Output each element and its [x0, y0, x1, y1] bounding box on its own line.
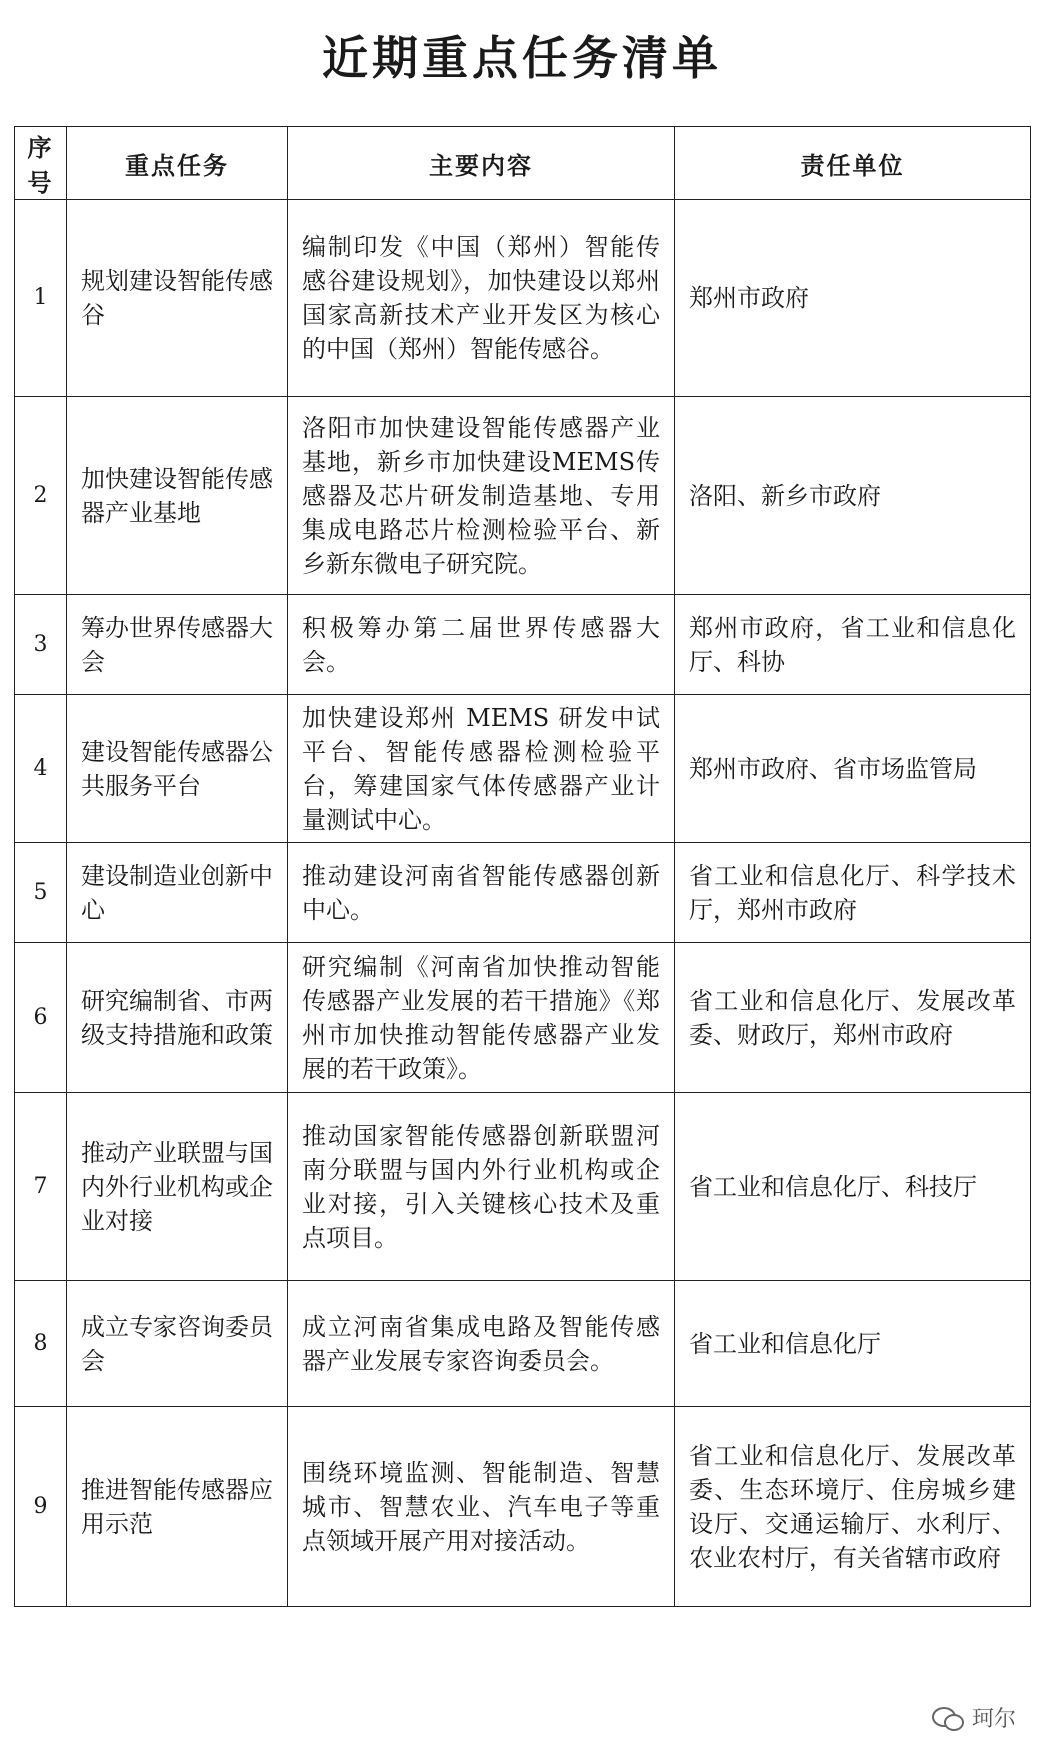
cell-task: 推动产业联盟与国内外行业机构或企业对接: [67, 1093, 288, 1281]
cell-seq: 9: [15, 1407, 67, 1607]
cell-seq: 4: [15, 695, 67, 843]
table-row: [15, 595, 1031, 695]
cell-seq: 8: [15, 1281, 67, 1407]
wechat-icon: [932, 1705, 964, 1731]
cell-seq: 2: [15, 397, 67, 595]
cell-seq: 1: [15, 200, 67, 397]
table-row: [15, 200, 1031, 397]
cell-unit: 省工业和信息化厅: [675, 1281, 1031, 1407]
cell-unit: 洛阳、新乡市政府: [675, 397, 1031, 595]
cell-unit: 郑州市政府，省工业和信息化厅、科协: [675, 595, 1031, 695]
header-content: 主要内容: [288, 127, 675, 200]
cell-seq: 3: [15, 595, 67, 695]
watermark: [932, 1702, 1016, 1733]
cell-content: 推动国家智能传感器创新联盟河南分联盟与国内外行业机构或企业对接，引入关键核心技术及重点项目。: [288, 1093, 675, 1281]
cell-task: 筹办世界传感器大会: [67, 595, 288, 695]
cell-unit: 省工业和信息化厅、发展改革委、财政厅，郑州市政府: [675, 943, 1031, 1093]
cell-unit: 郑州市政府、省市场监管局: [675, 695, 1031, 843]
cell-seq: 7: [15, 1093, 67, 1281]
cell-task: 建设制造业创新中心: [67, 843, 288, 943]
cell-content: 加快建设郑州 MEMS 研发中试平台、智能传感器检测检验平台，筹建国家气体传感器产业计量测试中心。: [288, 695, 675, 843]
cell-task: 成立专家咨询委员会: [67, 1281, 288, 1407]
table-row: [15, 943, 1031, 1093]
table-row: [15, 1407, 1031, 1607]
task-table: [14, 126, 1031, 1607]
watermark-text: 珂尔: [971, 1707, 1016, 1732]
table-row: [15, 397, 1031, 595]
cell-content: 洛阳市加快建设智能传感器产业基地，新乡市加快建设MEMS传感器及芯片研发制造基地、专用集成电路芯片检测检验平台、新乡新东微电子研究院。: [288, 397, 675, 595]
table-row: [15, 1093, 1031, 1281]
table-row: [15, 843, 1031, 943]
table-row: [15, 695, 1031, 843]
cell-task: 规划建设智能传感谷: [67, 200, 288, 397]
cell-unit: 郑州市政府: [675, 200, 1031, 397]
cell-task: 建设智能传感器公共服务平台: [67, 695, 288, 843]
cell-content: 成立河南省集成电路及智能传感器产业发展专家咨询委员会。: [288, 1281, 675, 1407]
cell-unit: 省工业和信息化厅、科学技术厅，郑州市政府: [675, 843, 1031, 943]
cell-seq: 6: [15, 943, 67, 1093]
header-task: 重点任务: [67, 127, 288, 200]
table-row: [15, 1281, 1031, 1407]
header-unit: 责任单位: [675, 127, 1031, 200]
cell-unit: 省工业和信息化厅、科技厅: [675, 1093, 1031, 1281]
cell-content: 推动建设河南省智能传感器创新中心。: [288, 843, 675, 943]
cell-content: 围绕环境监测、智能制造、智慧城市、智慧农业、汽车电子等重点领域开展产用对接活动。: [288, 1407, 675, 1607]
cell-task: 研究编制省、市两级支持措施和政策: [67, 943, 288, 1093]
cell-content: 积极筹办第二届世界传感器大会。: [288, 595, 675, 695]
table-header-row: [15, 127, 1031, 200]
page-title: 近期重点任务清单: [322, 31, 722, 85]
cell-content: 编制印发《中国（郑州）智能传感谷建设规划》，加快建设以郑州国家高新技术产业开发区为核心的中国（郑州）智能传感谷。: [288, 200, 675, 397]
cell-seq: 5: [15, 843, 67, 943]
cell-task: 推进智能传感器应用示范: [67, 1407, 288, 1607]
header-seq: 序号: [15, 127, 67, 200]
cell-unit: 省工业和信息化厅、发展改革委、生态环境厅、住房城乡建设厅、交通运输厅、水利厅、农业农村厅，有关省辖市政府: [675, 1407, 1031, 1607]
cell-content: 研究编制《河南省加快推动智能传感器产业发展的若干措施》《郑州市加快推动智能传感器产业发展的若干政策》。: [288, 943, 675, 1093]
cell-task: 加快建设智能传感器产业基地: [67, 397, 288, 595]
